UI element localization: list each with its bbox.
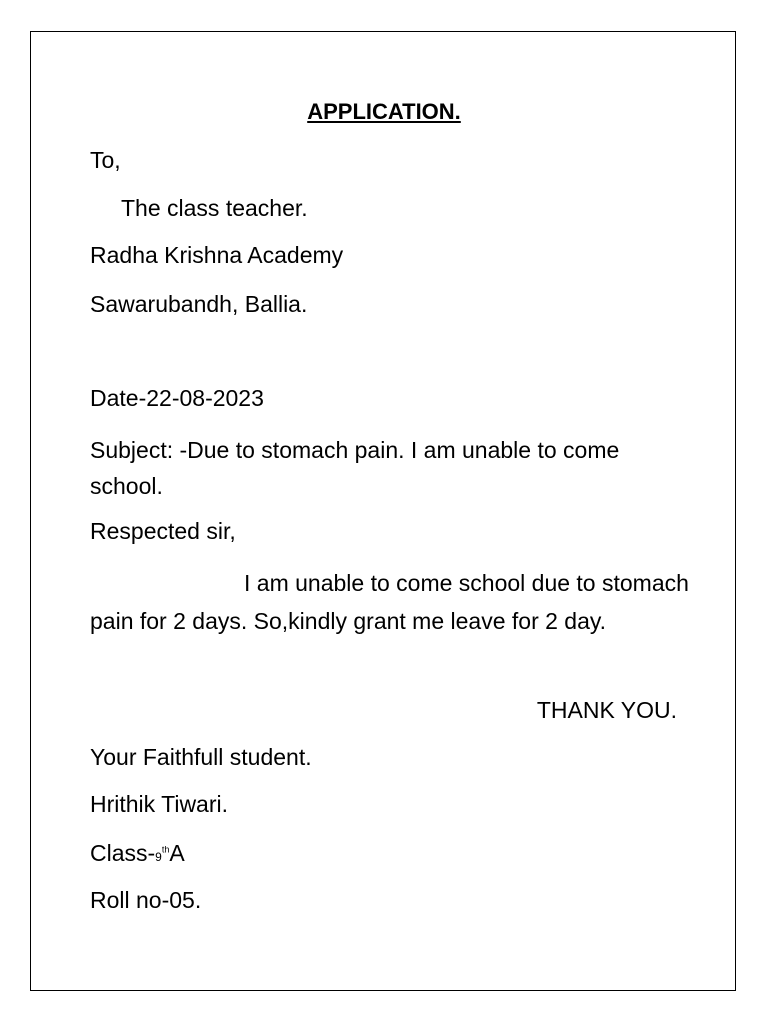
class-prefix: Class- bbox=[90, 840, 156, 866]
school-name: Radha Krishna Academy bbox=[90, 242, 344, 268]
letter-date: Date-22-08-2023 bbox=[90, 385, 264, 411]
roll-number: Roll no-05. bbox=[90, 887, 202, 913]
class-number: 9 bbox=[155, 850, 162, 864]
letter-body: I am unable to come school due to stomach pain for 2 days. So,kindly grant me leave for 2 day. bbox=[90, 570, 689, 634]
closing-line: Your Faithfull student. bbox=[90, 744, 312, 770]
recipient-role: The class teacher. bbox=[121, 195, 308, 221]
greeting: Respected sir, bbox=[90, 518, 236, 544]
subject-line: Subject: -Due to stomach pain. I am unable to come school. bbox=[90, 437, 620, 499]
class-line bbox=[90, 839, 185, 871]
thanks-line: THANK YOU. bbox=[536, 697, 677, 723]
class-section: A bbox=[169, 840, 185, 866]
document-title: APPLICATION. bbox=[307, 99, 461, 124]
class-ordinal: th bbox=[161, 844, 170, 855]
school-address: Sawarubandh, Ballia. bbox=[90, 291, 308, 317]
salutation-to: To, bbox=[90, 147, 121, 173]
student-name: Hrithik Tiwari. bbox=[90, 791, 229, 817]
